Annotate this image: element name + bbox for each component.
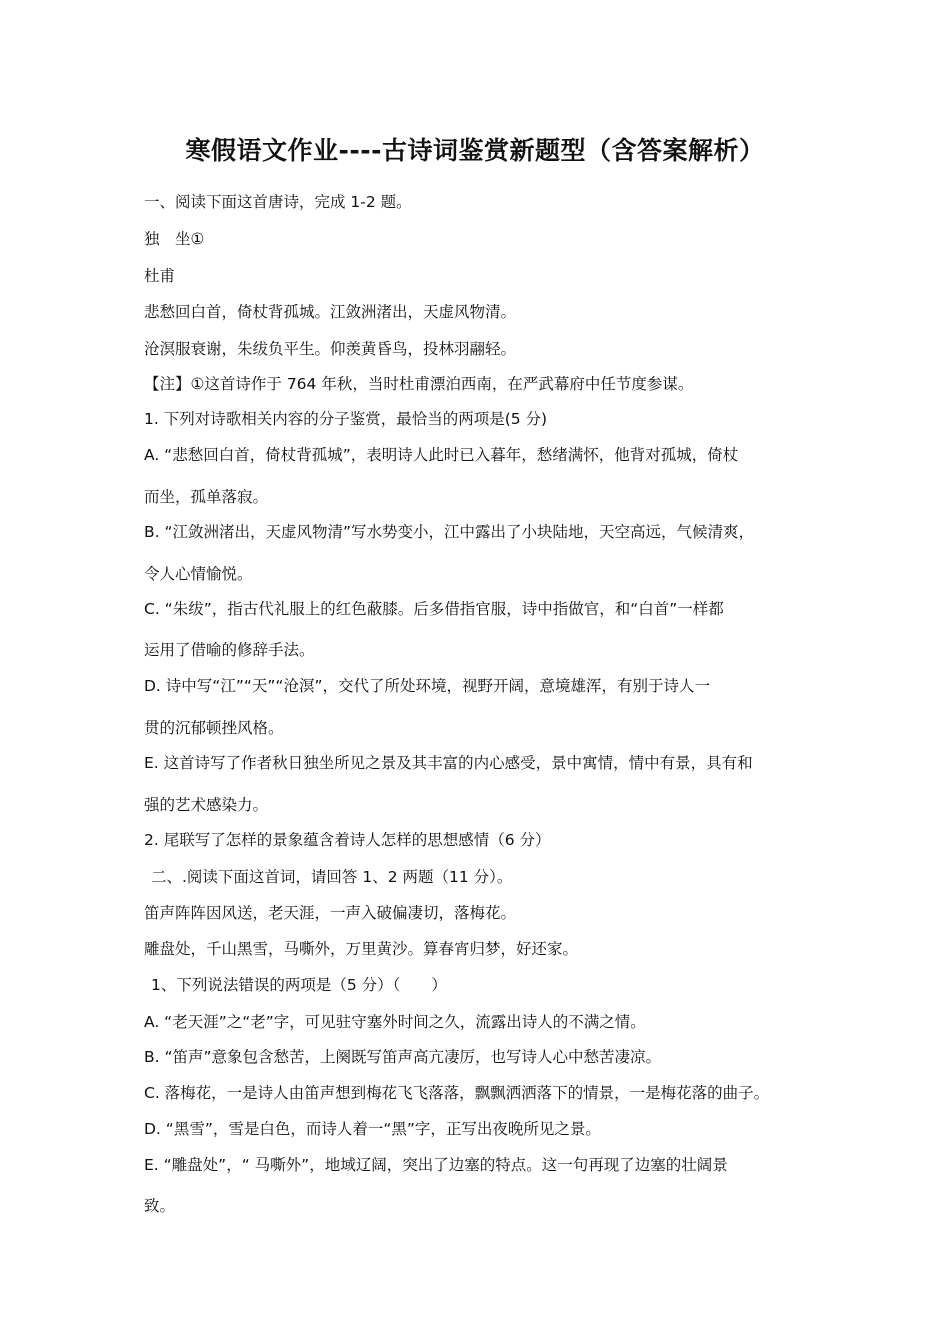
option-b: B. “江敛洲渚出，天虚风物清”写水势变小，江中露出了小块陆地，天空高远，气候清爽， xyxy=(144,523,755,541)
option-c: C. 落梅花，一是诗人由笛声想到梅花飞飞落落，飘飘洒洒落下的情景，一是梅花落的曲子。 xyxy=(144,1084,770,1102)
poem-author: 杜甫 xyxy=(144,267,176,285)
option-a: A. “悲愁回白首，倚杖背孤城”，表明诗人此时已入暮年，愁绪满怀，他背对孤城，倚杖 xyxy=(144,446,739,464)
poem-note: 【注】①这首诗作于 764 年秋，当时杜甫漂泊西南，在严武幕府中任节度参谋。 xyxy=(144,375,694,393)
option-d-cont: 贯的沉郁顿挫风格。 xyxy=(144,719,284,737)
option-e: E. “雕盘处”，“ 马嘶外”，地域辽阔，突出了边塞的特点。这一句再现了边塞的壮阔景 xyxy=(144,1156,728,1174)
section2-heading: 二、.阅读下面这首词，请回答 1、2 两题（11 分）。 xyxy=(151,868,513,886)
option-d: D. “黑雪”，雪是白色，而诗人着一“黑”字，正写出夜晚所见之景。 xyxy=(144,1120,601,1138)
option-b: B. “笛声”意象包含愁苦，上阕既写笛声高亢凄厉，也写诗人心中愁苦凄凉。 xyxy=(144,1048,662,1066)
option-c-cont: 运用了借喻的修辞手法。 xyxy=(144,641,315,659)
poem-line: 沧溟服衰谢，朱绂负平生。仰羡黄昏鸟，投林羽翮轻。 xyxy=(144,340,517,358)
ci-line: 笛声阵阵因风送，老天涯，一声入破偏凄切，落梅花。 xyxy=(144,904,517,922)
option-e-cont: 致。 xyxy=(144,1197,176,1215)
option-e: E. 这首诗写了作者秋日独坐所见之景及其丰富的内心感受，景中寓情，情中有景，具有和 xyxy=(144,754,753,772)
option-e-cont: 强的艺术感染力。 xyxy=(144,796,269,814)
option-c: C. “朱绂”，指古代礼服上的红色蔽膝。后多借指官服，诗中指做官，和“白首”一样都 xyxy=(144,600,724,618)
poem-line: 悲愁回白首，倚杖背孤城。江敛洲渚出，天虚风物清。 xyxy=(144,303,517,321)
option-b-cont: 令人心情愉悦。 xyxy=(144,565,253,583)
question-1: 1. 下列对诗歌相关内容的分子鉴赏，最恰当的两项是(5 分) xyxy=(144,410,548,428)
question-2: 2. 尾联写了怎样的景象蕴含着诗人怎样的思想感情（6 分） xyxy=(144,831,551,849)
ci-line: 雕盘处，千山黑雪，马嘶外，万里黄沙。算春宵归梦，好还家。 xyxy=(144,940,579,958)
section1-heading: 一、阅读下面这首唐诗，完成 1-2 题。 xyxy=(144,193,412,211)
option-a: A. “老天涯”之“老”字，可见驻守塞外时间之久，流露出诗人的不满之情。 xyxy=(144,1013,646,1031)
option-d: D. 诗中写“江”“天”“沧溟”，交代了所处环境，视野开阔，意境雄浑，有别于诗人一 xyxy=(144,677,710,695)
option-a-cont: 而坐，孤单落寂。 xyxy=(144,488,269,506)
question-1: 1、下列说法错误的两项是（5 分）（ ） xyxy=(151,976,447,994)
page-title: 寒假语文作业----古诗词鉴赏新题型（含答案解析） xyxy=(185,136,765,165)
poem-title: 独 坐① xyxy=(144,230,205,248)
